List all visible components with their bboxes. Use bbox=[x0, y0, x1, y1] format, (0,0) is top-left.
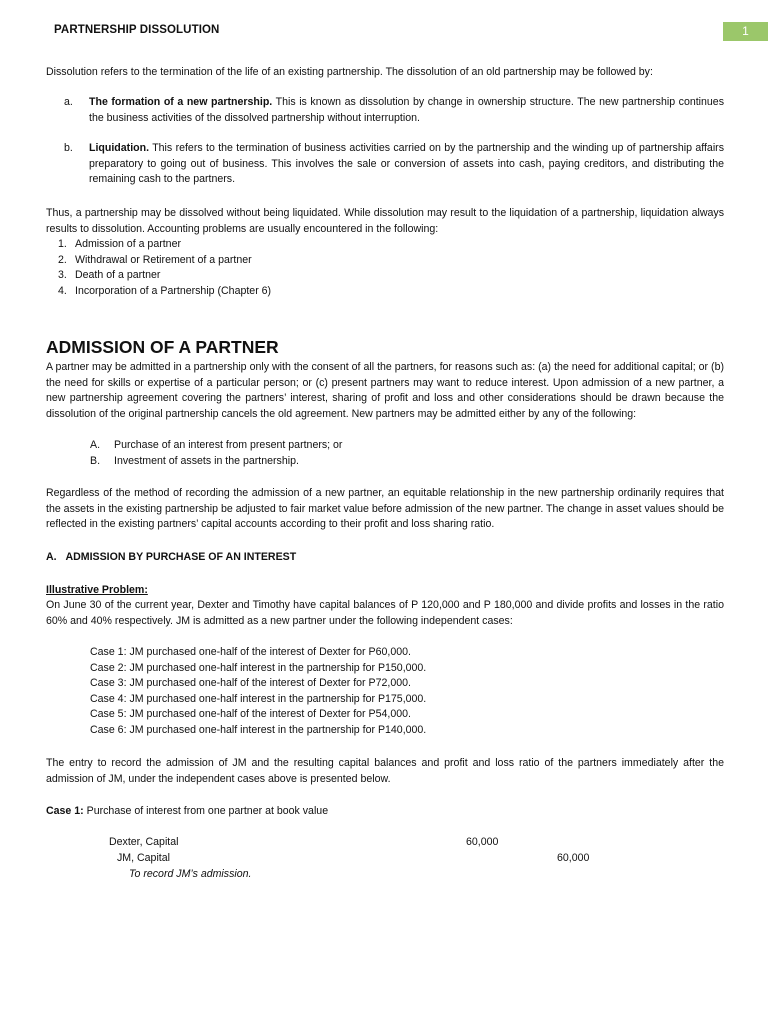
list-item bbox=[58, 253, 271, 269]
credit-account: JM, Capital bbox=[117, 852, 170, 864]
case1-label: Case 1: bbox=[46, 805, 84, 817]
list-number: 4. bbox=[58, 284, 67, 297]
illustrative-paragraph: On June 30 of the current year, Dexter and Timothy have capital balances of P 120,000 and P 180,000 and divide profits and losses in the ratio 60% and 40% respectively. JM is admitted as a new partner under the following independent cases: bbox=[46, 599, 724, 627]
list-item-text: Admission of a partner bbox=[75, 238, 181, 250]
page-number-badge: 1 bbox=[723, 22, 768, 41]
case-item: Case 1: JM purchased one-half of the interest of Dexter for P60,000. bbox=[90, 646, 411, 658]
subsection-title: ADMISSION BY PURCHASE OF AN INTEREST bbox=[65, 551, 297, 563]
intro-paragraph: Dissolution refers to the termination of the life of an existing partnership. The dissolution of an old partnership may be followed by: bbox=[46, 66, 653, 78]
case1-heading bbox=[46, 804, 328, 820]
list-item-term: Liquidation. bbox=[89, 142, 150, 154]
cases-list bbox=[90, 645, 426, 738]
list-marker: a. bbox=[64, 96, 73, 108]
case-item: Case 2: JM purchased one-half interest in the partnership for P150,000. bbox=[90, 661, 427, 674]
list-item-body bbox=[89, 141, 724, 188]
case-item: Case 3: JM purchased one-half of the interest of Dexter for P72,000. bbox=[90, 677, 411, 689]
illustrative-title: Illustrative Problem: bbox=[46, 584, 148, 596]
section-title: ADMISSION OF A PARTNER bbox=[46, 337, 279, 357]
case-item: Case 6: JM purchased one-half interest in the partnership for P140,000. bbox=[90, 723, 427, 736]
list-item-body bbox=[89, 95, 724, 126]
list-item-text: This is known as dissolution by change in ownership structure. The new partnership continues the business activities of the dissolved partnership without interruption. bbox=[89, 96, 724, 124]
list-item bbox=[90, 438, 342, 454]
debit-amount: 60,000 bbox=[466, 836, 499, 848]
list-item bbox=[90, 454, 342, 470]
list-item-text: Investment of assets in the partnership. bbox=[114, 454, 299, 467]
list-number: 1. bbox=[58, 238, 67, 250]
case-item: Case 5: JM purchased one-half of the interest of Dexter for P54,000. bbox=[90, 708, 411, 720]
list-marker: A. bbox=[90, 439, 101, 451]
list-item-term: The formation of a new partnership. bbox=[89, 96, 273, 108]
list-marker: b. bbox=[64, 142, 73, 154]
subsection-marker: A. bbox=[46, 551, 57, 563]
entry-paragraph: The entry to record the admission of JM and the resulting capital balances and profit and loss ratio of the partners immediately after the admission of JM, under the independent cases above is presented below. bbox=[46, 757, 724, 785]
list-item bbox=[64, 141, 724, 188]
thus-paragraph: Thus, a partnership may be dissolved without being liquidated. While dissolution may result to the liquidation of a partnership, liquidation always results to dissolution. Accounting problems are usually encountered in the following: bbox=[46, 207, 724, 235]
list-item-text: Purchase of an interest from present partners; or bbox=[114, 439, 343, 451]
dissolution-types-list bbox=[64, 95, 724, 188]
list-item-text: Withdrawal or Retirement of a partner bbox=[75, 253, 252, 266]
list-item-text: Incorporation of a Partnership (Chapter 6) bbox=[75, 284, 272, 297]
subsection-heading bbox=[46, 551, 296, 563]
list-number: 2. bbox=[58, 253, 67, 266]
list-item bbox=[58, 268, 271, 284]
list-item-text: Death of a partner bbox=[75, 269, 161, 281]
list-number: 3. bbox=[58, 269, 67, 281]
list-item bbox=[58, 284, 271, 300]
case-item: Case 4: JM purchased one-half interest in the partnership for P175,000. bbox=[90, 692, 427, 705]
credit-amount: 60,000 bbox=[557, 852, 590, 864]
list-item-text: This refers to the termination of business activities carried on by the partnership and the winding up of partnership affairs preparatory to going out of business. This involves the sale or conversion of assets into cash, paying creditors, and distributing the remaining cash to the partners. bbox=[89, 142, 724, 185]
list-item bbox=[64, 95, 724, 126]
admission-paragraph: A partner may be admitted in a partnership only with the consent of all the partners, for reasons such as: (a) the need for additional capital; or (b) the need for skills or expertise of a particular person; or (c) present partners may want to reduce interest. Upon admission of a new partner, a new partnership agreement covering the partners’ interest, sharing of profit and loss and other considerations should be drawn because the dissolution of the original partnership cancels the old agreement. New partners may be admitted either by any of the following: bbox=[46, 361, 724, 420]
regardless-paragraph: Regardless of the method of recording the admission of a new partner, an equitable relationship in the new partnership ordinarily requires that the assets in the existing partnership be adjusted to fair market value before admission of the new partner. The change in asset values should be reflected in the existing partners’ capital accounts according to their profit and loss sharing ratio. bbox=[46, 487, 724, 530]
admission-methods-list bbox=[90, 438, 342, 469]
list-item bbox=[58, 237, 271, 253]
debit-account: Dexter, Capital bbox=[109, 836, 179, 848]
list-marker: B. bbox=[90, 454, 101, 467]
problem-list bbox=[58, 237, 271, 299]
header-title: PARTNERSHIP DISSOLUTION bbox=[54, 24, 220, 36]
journal-memo: To record JM’s admission. bbox=[129, 868, 252, 880]
case1-title: Purchase of interest from one partner at book value bbox=[83, 805, 329, 817]
